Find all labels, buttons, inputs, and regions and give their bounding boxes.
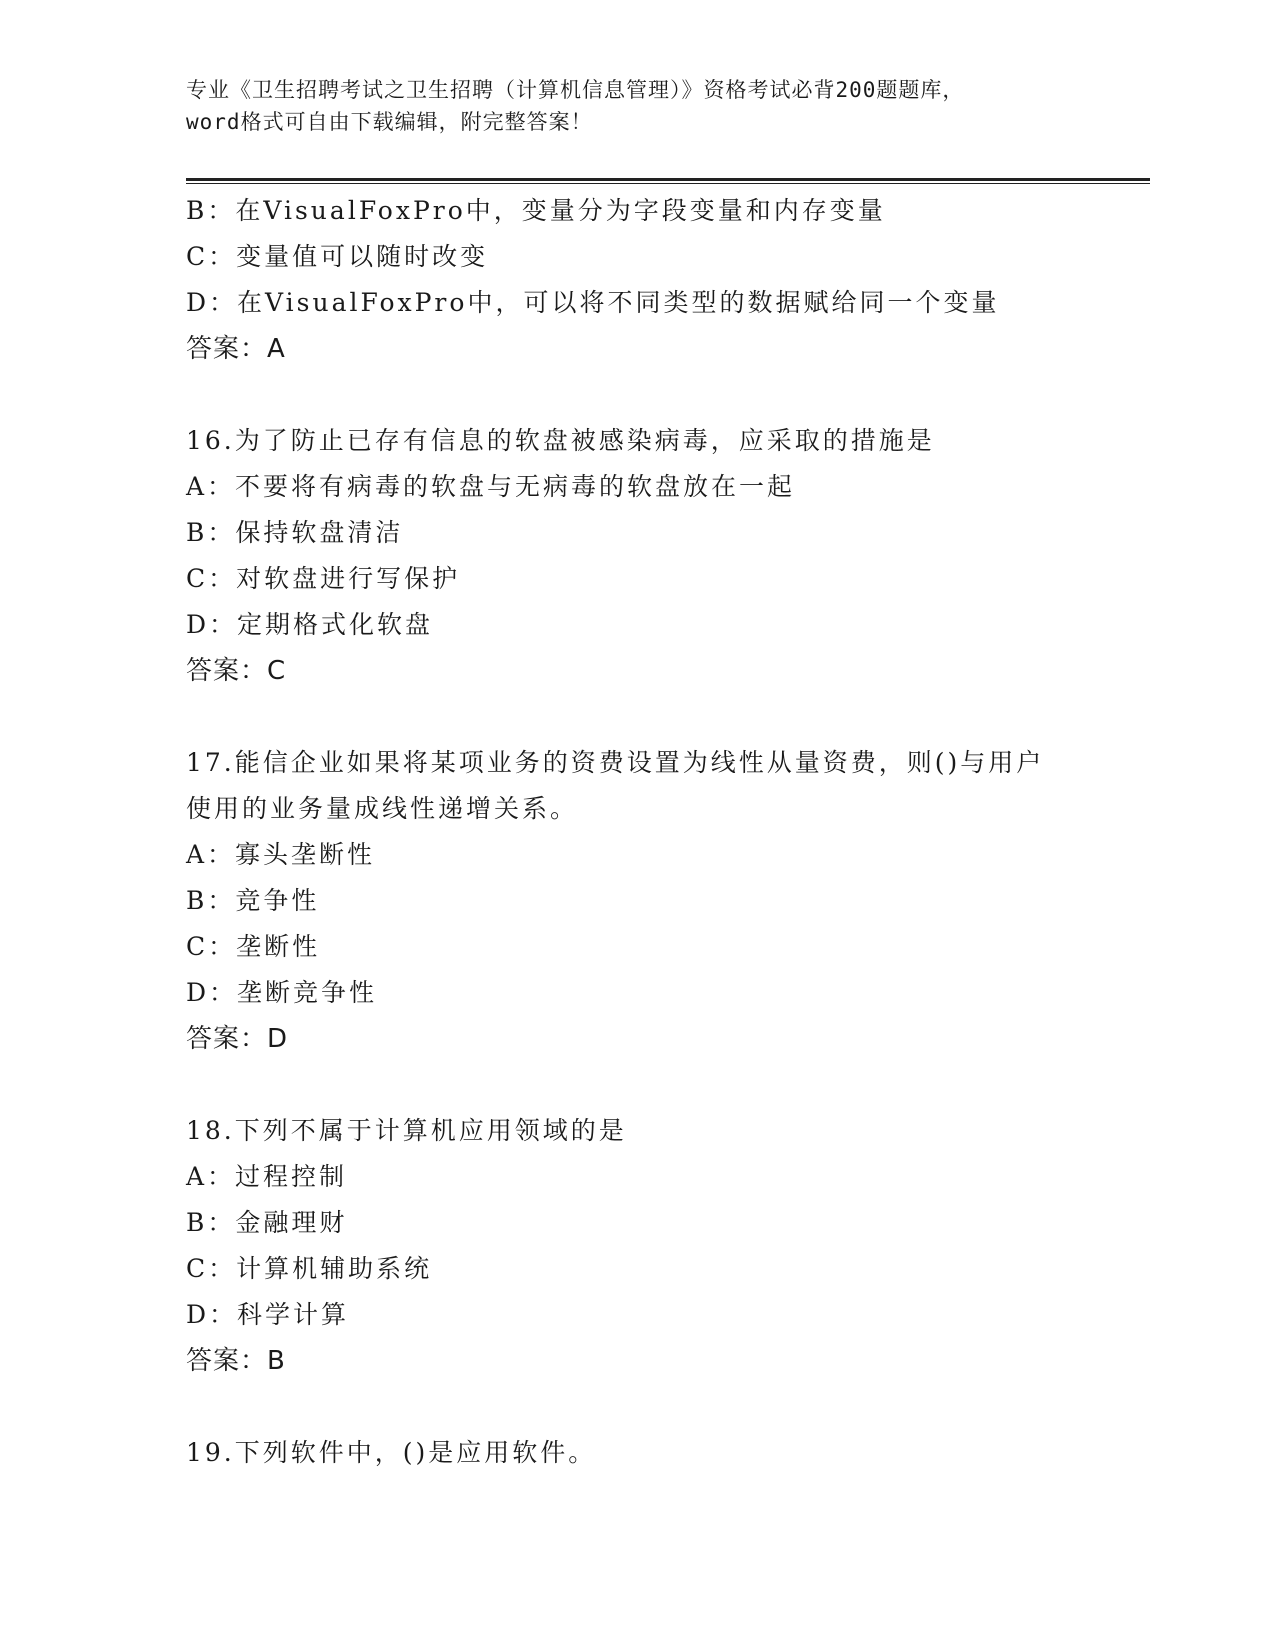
spacer [186,1062,1086,1108]
option-d: D：定期格式化软盘 [186,610,434,639]
answer-line: 答案：D [186,1024,289,1054]
question-text: 16.为了防止已存有信息的软盘被感染病毒，应采取的措施是 [186,426,935,455]
option-a: A：寡头垄断性 [186,840,376,869]
spacer [186,694,1086,740]
question-block-continued [186,188,1086,372]
option-a: A：过程控制 [186,1162,348,1191]
question-block-17 [186,740,1086,1062]
option-c: C：垄断性 [186,932,321,961]
header-line-2: word格式可自由下载编辑，附完整答案！ [186,110,593,134]
header-rule-thick [186,178,1150,181]
question-text-line-2: 使用的业务量成线性递增关系。 [186,794,579,823]
document-header [186,74,1086,138]
question-text: 19.下列软件中，()是应用软件。 [186,1438,597,1467]
header-line-1: 专业《卫生招聘考试之卫生招聘（计算机信息管理）》资格考试必背200题题库， [186,78,965,102]
option-d: D：在VisualFoxPro中，可以将不同类型的数据赋给同一个变量 [186,288,1000,317]
header-rule-thin [186,183,1150,184]
option-c: C：计算机辅助系统 [186,1254,433,1283]
option-c: C：对软盘进行写保护 [186,564,461,593]
question-block-19 [186,1430,1086,1476]
spacer [186,1384,1086,1430]
question-text: 18.下列不属于计算机应用领域的是 [186,1116,627,1145]
answer-line: 答案：C [186,656,287,686]
option-d: D：科学计算 [186,1300,350,1329]
option-a: A：不要将有病毒的软盘与无病毒的软盘放在一起 [186,472,796,501]
option-b: B：竞争性 [186,886,320,915]
option-d: D：垄断竞争性 [186,978,378,1007]
answer-line: 答案：A [186,334,286,364]
answer-line: 答案：B [186,1346,286,1376]
question-block-18 [186,1108,1086,1384]
question-text-line-1: 17.能信企业如果将某项业务的资费设置为线性从量资费，则()与用户 [186,748,1045,777]
option-b: B：金融理财 [186,1208,348,1237]
spacer [186,372,1086,418]
question-block-16 [186,418,1086,694]
option-c: C：变量值可以随时改变 [186,242,489,271]
option-b: B：保持软盘清洁 [186,518,404,547]
option-b: B：在VisualFoxPro中，变量分为字段变量和内存变量 [186,196,886,225]
question-list [186,188,1086,1476]
